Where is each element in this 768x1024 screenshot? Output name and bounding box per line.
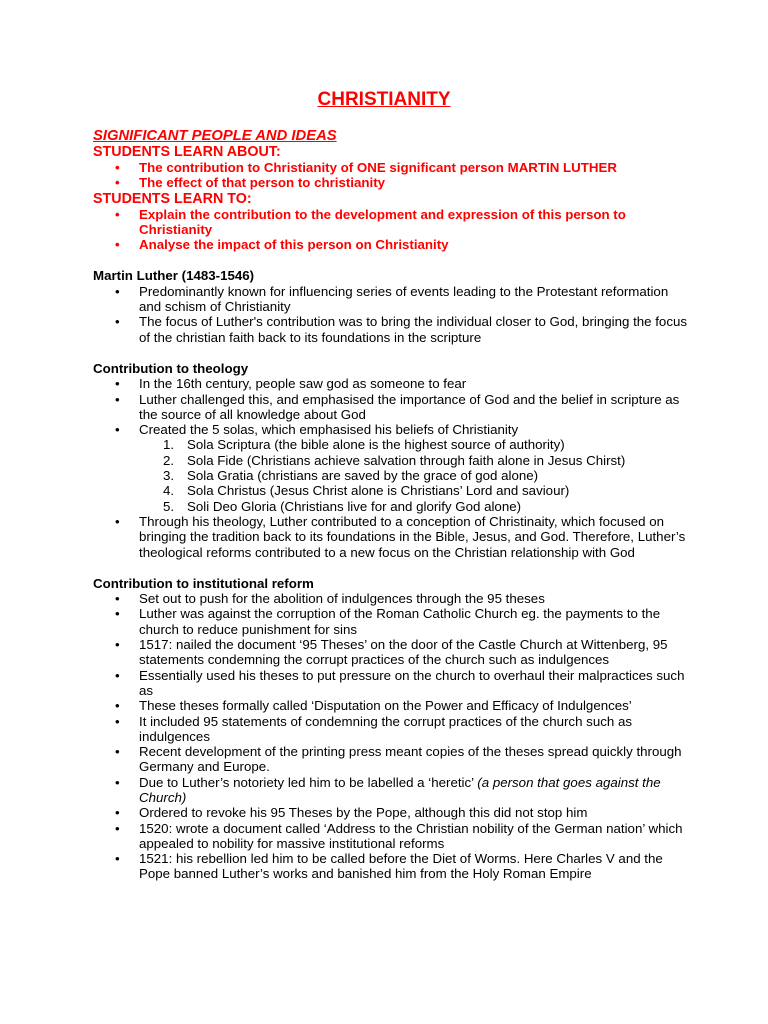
list-item: • Ordered to revoke his 95 Theses by the Pope, although this did not stop him	[93, 805, 693, 820]
solas-list	[93, 437, 693, 513]
sola-item: 3. Sola Gratia (christians are saved by the grace of god alone)	[163, 468, 539, 484]
luther-heading: Martin Luther (1483-1546)	[93, 268, 255, 284]
list-item: • Recent development of the printing press meant copies of the theses spread quickly through Germany and Europe.	[93, 744, 693, 775]
theology-list	[93, 376, 693, 437]
list-item: • Analyse the impact of this person on Christianity	[93, 237, 693, 252]
luther-list	[93, 284, 693, 345]
list-item: • 1517: nailed the document ‘95 Theses’ on the door of the Castle Church at Wittenberg, 95 statements condemning the corrupt practices of the church such as indulgences	[93, 637, 693, 668]
sola-item: 4. Sola Christus (Jesus Christ alone is Christians’ Lord and saviour)	[163, 483, 570, 499]
document-body	[93, 128, 693, 882]
learn-to-list	[93, 207, 693, 253]
list-item: • Luther was against the corruption of the Roman Catholic Church eg. the payments to the church to reduce punishment for sins	[93, 606, 693, 637]
learn-about-list	[93, 160, 693, 191]
list-item: • The contribution to Christianity of ONE significant person MARTIN LUTHER	[93, 160, 693, 175]
sola-item: 5. Soli Deo Gloria (Christians live for and glorify God alone)	[163, 498, 522, 514]
list-item: • Set out to push for the abolition of indulgences through the 95 theses	[93, 591, 693, 606]
list-item: • Explain the contribution to the development and expression of this person to Christianity	[93, 207, 693, 238]
theology-closing-list	[93, 514, 693, 560]
list-item: • In the 16th century, people saw god as someone to fear	[93, 376, 693, 391]
reform-heading: Contribution to institutional reform	[93, 575, 314, 591]
page-title: CHRISTIANITY	[317, 89, 451, 110]
list-item: • The focus of Luther's contribution was to bring the individual closer to God, bringing the focus of the christian faith back to its foundations in the scripture	[93, 314, 693, 345]
list-item: • The effect of that person to christianity	[93, 175, 693, 190]
list-item: • Through his theology, Luther contributed to a conception of Christinaity, which focused on bringing the tradition back to its foundations in the Bible, Jesus, and God. Therefore, Luther’s theological reforms contributed to a new focus on the Christian relationship with God	[93, 514, 693, 560]
list-item: • 1520: wrote a document called ‘Address to the Christian nobility of the German nation’ which appealed to nobility for massive institutional reforms	[93, 821, 693, 852]
list-item: • Due to Luther’s notoriety led him to be labelled a ‘heretic’ (a person that goes against the Church)	[93, 775, 693, 806]
list-item: • These theses formally called ‘Disputation on the Power and Efficacy of Indulgences’	[93, 698, 693, 713]
list-item: • It included 95 statements of condemning the corrupt practices of the church such as indulgences	[93, 714, 693, 745]
sola-item: 2. Sola Fide (Christians achieve salvation through faith alone in Jesus Chirst)	[163, 452, 626, 468]
list-item: • Luther challenged this, and emphasised the importance of God and the belief in scripture as the source of all knowledge about God	[93, 392, 693, 423]
section-title: SIGNIFICANT PEOPLE AND IDEAS	[93, 128, 337, 144]
list-item: • 1521: his rebellion led him to be called before the Diet of Worms. Here Charles V and the Pope banned Luther’s works and banished him from the Holy Roman Empire	[93, 851, 693, 882]
sola-item: 1. Sola Scriptura (the bible alone is the highest source of authority)	[163, 437, 565, 453]
list-item: • Created the 5 solas, which emphasised his beliefs of Christianity	[93, 422, 693, 437]
theology-heading: Contribution to theology	[93, 360, 249, 376]
learn-about-label: STUDENTS LEARN ABOUT:	[93, 144, 281, 160]
learn-to-label: STUDENTS LEARN TO:	[93, 190, 252, 207]
list-item: • Essentially used his theses to put pressure on the church to overhaul their malpractices such as	[93, 668, 693, 699]
reform-list	[93, 591, 693, 882]
list-item: • Predominantly known for influencing series of events leading to the Protestant reformation and schism of Christianity	[93, 284, 693, 315]
